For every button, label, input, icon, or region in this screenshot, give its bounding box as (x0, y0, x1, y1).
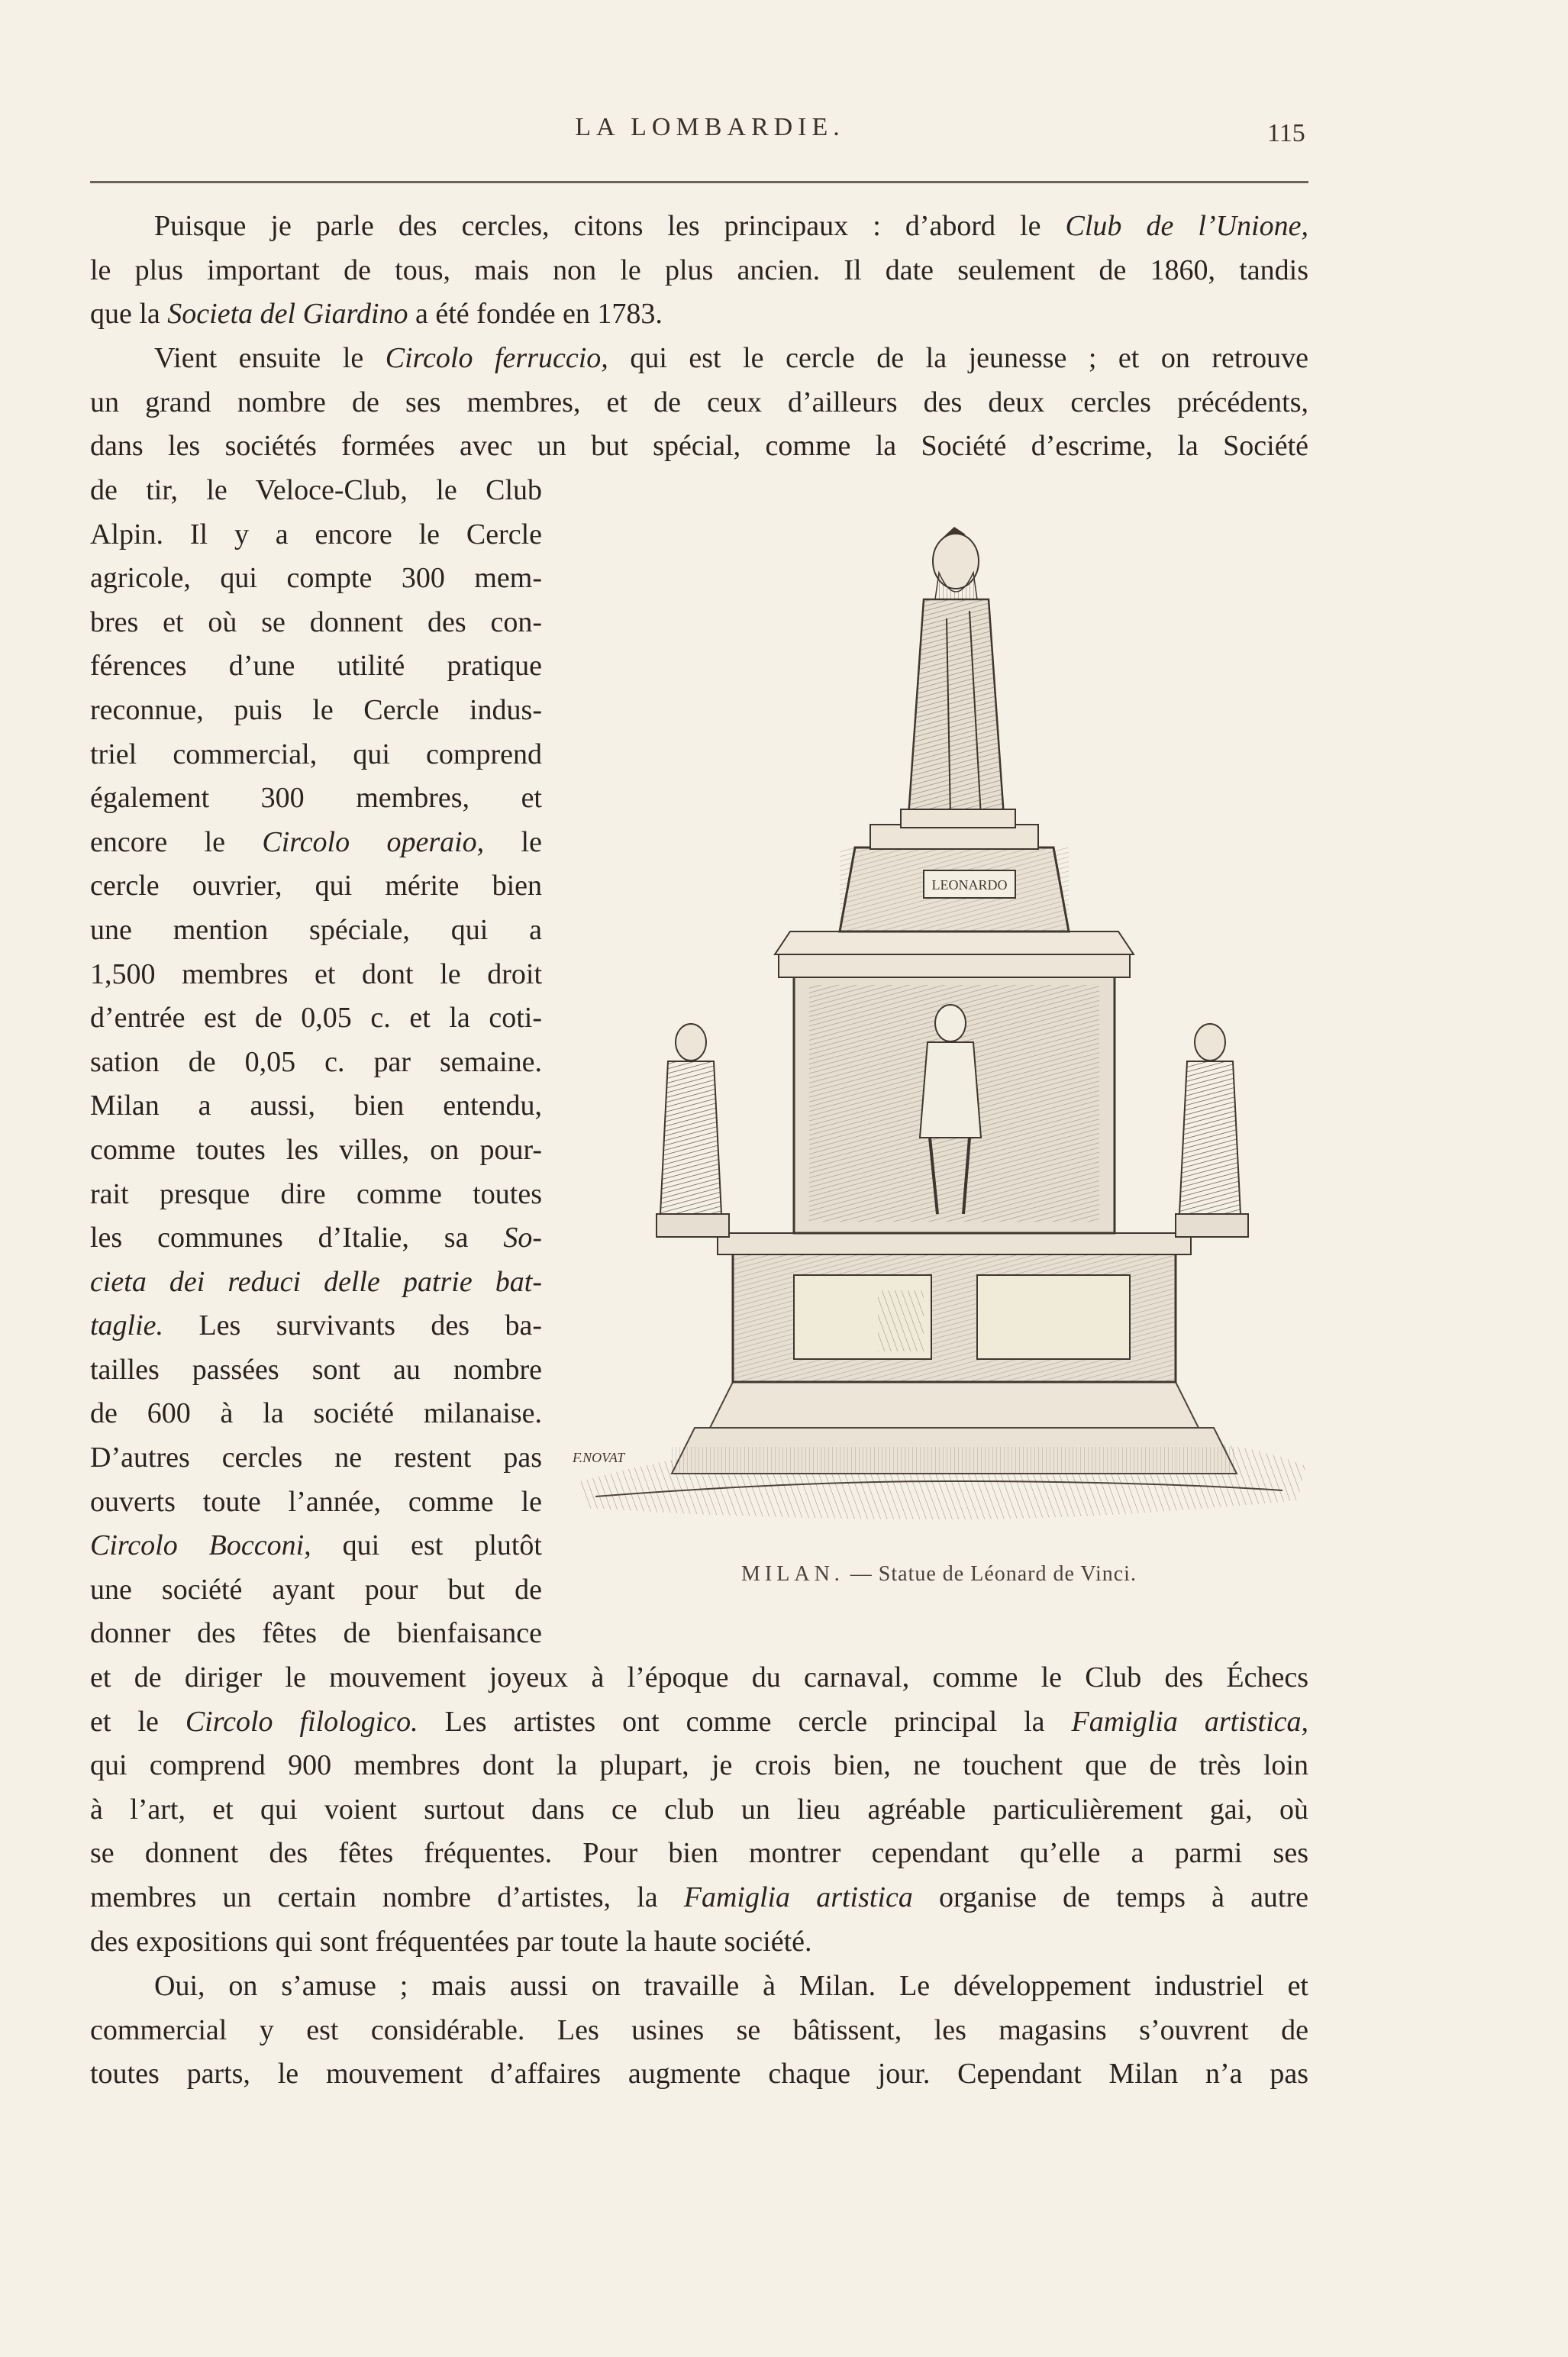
right-disciple-statue (1176, 1024, 1248, 1237)
text-line: comme toutes les villes, on pour- (90, 1133, 542, 1166)
text-line: toutes parts, le mouvement d’affaires augmente chaque jour. Cependant Milan n’a pas (90, 2058, 1308, 2091)
paragraph-circolo-ferruccio (90, 337, 1308, 469)
text-line: se donnent des fêtes fréquentes. Pour bien montrer cependant qu’elle a parmi ses (90, 1837, 1308, 1870)
text-line: de tir, le Veloce-Club, le Club (90, 474, 542, 506)
text-line: cercle ouvrier, qui mérite bien (90, 870, 542, 902)
text-line: tailles passées sont au nombre (90, 1353, 542, 1386)
text-line: de 600 à la société milanaise. (90, 1397, 542, 1430)
text-line: reconnue, puis le Cercle indus- (90, 693, 542, 726)
monument-steps (672, 1382, 1237, 1474)
text-line: donner des fêtes de bienfaisance (90, 1617, 542, 1650)
paragraph-other-circles-column (90, 469, 542, 1656)
text-line: à l’art, et qui voient surtout dans ce club un lieu agréable particulièrement gai, où (90, 1793, 1308, 1826)
text-line: que la Societa del Giardino a été fondée en 1783. (90, 298, 663, 331)
text-line: et le Circolo filologico. Les artistes ont comme cercle principal la Famiglia artistica, (90, 1705, 1308, 1738)
text-line: une mention spéciale, qui a (90, 913, 542, 946)
monument-illustration (565, 527, 1313, 1542)
text-line: commercial y est considérable. Les usines se bâtissent, les magasins s’ouvrent de (90, 2013, 1308, 2046)
caption-text: — Statue de Léonard de Vinci. (850, 1562, 1137, 1586)
text-line: membres un certain nombre d’artistes, la Famiglia artistica organise de temps à autre (90, 1881, 1308, 1913)
running-head (0, 113, 1568, 150)
text-line: dans les sociétés formées avec un but spécial, comme la Société d’escrime, la Société (90, 430, 1308, 463)
text-line: taglie. Les survivants des ba- (90, 1309, 542, 1342)
leonardo-statue-engraving (565, 527, 1313, 1542)
paragraph-carnival-artists (90, 1656, 1308, 1964)
text-line: sation de 0,05 c. par semaine. (90, 1045, 542, 1078)
text-line: un grand nombre de ses membres, et de ceux d’ailleurs des deux cercles précédents, (90, 386, 1308, 418)
text-line: férences d’une utilité pratique (90, 650, 542, 683)
text-line: Alpin. Il y a encore le Cercle (90, 518, 542, 551)
running-title: LA LOMBARDIE. (575, 113, 845, 141)
text-line: D’autres cercles ne restent pas (90, 1442, 542, 1474)
text-line: d’entrée est de 0,05 c. et la coti- (90, 1002, 542, 1035)
text-line: qui comprend 900 membres dont la plupart, je crois bien, ne touchent que de très loin (90, 1749, 1308, 1782)
monument-base (718, 1233, 1191, 1382)
page-number: 115 (1267, 119, 1305, 147)
engraver-signature: F.NOVAT (573, 1450, 625, 1465)
text-line: les communes d’Italie, sa So- (90, 1222, 542, 1254)
text-line: ouverts toute l’année, comme le (90, 1485, 542, 1518)
plaque-inscription: LEONARDO (931, 877, 1008, 893)
text-line: agricole, qui compte 300 mem- (90, 562, 542, 595)
caption-city: MILAN. (741, 1562, 844, 1586)
paragraph-milan-industry (90, 1965, 1308, 2097)
text-line: également 300 membres, et (90, 782, 542, 815)
leonardo-statue (901, 527, 1015, 828)
upper-plinth (840, 825, 1069, 931)
text-line: des expositions qui sont fréquentées par toute la haute société. (90, 1925, 812, 1958)
text-line: Vient ensuite le Circolo ferruccio, qui est le cercle de la jeunesse ; et on retrouve (154, 342, 1308, 374)
figure-caption (565, 1562, 1313, 1587)
text-line: Milan a aussi, bien entendu, (90, 1090, 542, 1122)
text-line: 1,500 membres et dont le droit (90, 957, 542, 990)
header-rule (90, 181, 1308, 183)
text-line: cieta dei reduci delle patrie bat- (90, 1265, 542, 1298)
paragraph-clubs-intro (90, 205, 1308, 337)
left-disciple-statue (657, 1024, 729, 1237)
text-line: le plus important de tous, mais non le plus ancien. Il date seulement de 1860, tandis (90, 253, 1308, 286)
monument-pedestal (775, 931, 1134, 1233)
text-line: triel commercial, qui comprend (90, 738, 542, 770)
text-line: Oui, on s’amuse ; mais aussi on travaille à Milan. Le développement industriel et (154, 1970, 1308, 2002)
text-line: Puisque je parle des cercles, citons les principaux : d’abord le Club de l’Unione, (154, 210, 1308, 242)
text-line: rait presque dire comme toutes (90, 1177, 542, 1210)
text-line: bres et où se donnent des con- (90, 605, 542, 638)
text-line: une société ayant pour but de (90, 1573, 542, 1606)
text-line: encore le Circolo operaio, le (90, 825, 542, 858)
text-line: Circolo Bocconi, qui est plutôt (90, 1529, 542, 1562)
text-line: et de diriger le mouvement joyeux à l’époque du carnaval, comme le Club des Échecs (90, 1661, 1308, 1693)
